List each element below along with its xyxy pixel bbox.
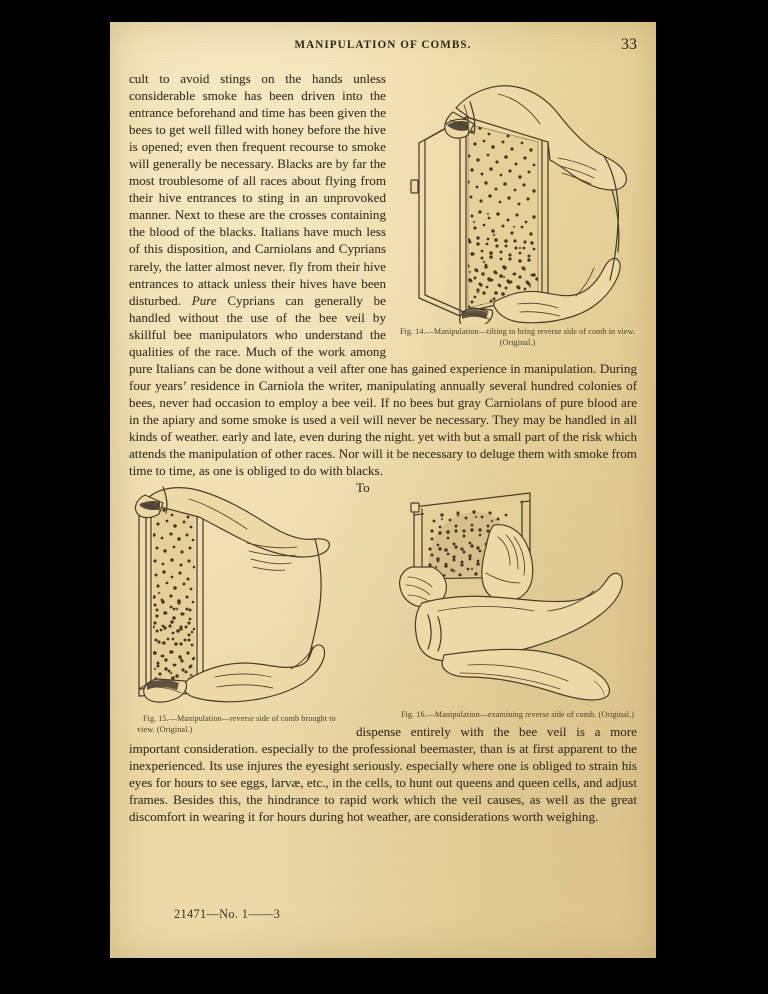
- paragraph-1-continued: Cyprians can generally be handled without the use of the bee veil by skillful bee manipulators who understand the qualities of the race. Much of the work among pure Italians can be done without a veil after one has gained experience in manipulation. During four years’ residence in Carniola the writer, manipulating annually several hundred colonies of bees, never had occasion to employ a bee veil. If no bees but gray Carniolans of pure blood are in the apiary and some smoke is used a veil will never be necessary. They may be handled in all kinds of weather. early and late, even during the night. yet with but a small part of the risk which attends the manipulation of other races. Nor will it be necessary to deluge them with smoke from time to time, as one is obliged to do with blacks.: [129, 292, 637, 479]
- paragraph-1-text: cult to avoid stings on the hands unless considerable smoke has been driven into the entrance beforehand and time has been given the bees to get well filled with honey before the hive is opened; even then frequent recourse to smoke will generally be necessary. Blacks are by far the most troublesome of all races about flying from their hive entrances to sting in an unprovoked manner. Next to these are the crosses containing the blood of the blacks. Italians have much less of this disposition, and Carniolans and Cyprians rarely, the latter almost never. fly from their hive entrances to attack unless their hives have been disturbed.: [129, 71, 386, 308]
- signature-line: 21471—No. 1——3: [174, 907, 281, 921]
- page-body: [129, 70, 637, 825]
- figure-15: [129, 483, 344, 735]
- figure-15-illustration: [129, 483, 334, 711]
- paragraph-1-emphasis: Pure: [191, 292, 217, 308]
- right-hand-16: [482, 525, 533, 602]
- figure-14-illustration: [398, 72, 637, 324]
- running-head: MANIPULATION OF COMBS.: [294, 39, 472, 51]
- page-number: 33: [621, 36, 637, 53]
- scanned-book-page: [110, 22, 656, 958]
- figure-16: [398, 485, 637, 721]
- figure-14: [398, 72, 637, 348]
- figure-14-caption: Fig. 14.—Manipulation—tilting to bring reverse side of comb in view. (Original.): [399, 327, 636, 347]
- figure-15-caption: Fig. 15.—Manipulation—reverse side of comb brought to view. (Original.): [137, 714, 336, 734]
- page-header: [110, 36, 656, 55]
- paragraph-2: To dispense entirely with the bee veil is a more important consideration. especially to the professional beemaster, than is at first apparent to the inexperienced. Its use injures the eyesight seriously. especially where one is obliged to strain his eyes for hours to see eggs, larvæ, etc., in the cells, to hunt out queens and queen cells, and adjust frames. Besides this, the hindrance to rapid work which the veil causes, as well as the great discomfort in wearing it for hours during hot weather, are considerations worth weighing.: [129, 480, 637, 824]
- figure-16-illustration: [398, 485, 626, 707]
- figure-16-caption: Fig. 16.—Manipulation—examining reverse side of comb. (Original.): [400, 710, 635, 720]
